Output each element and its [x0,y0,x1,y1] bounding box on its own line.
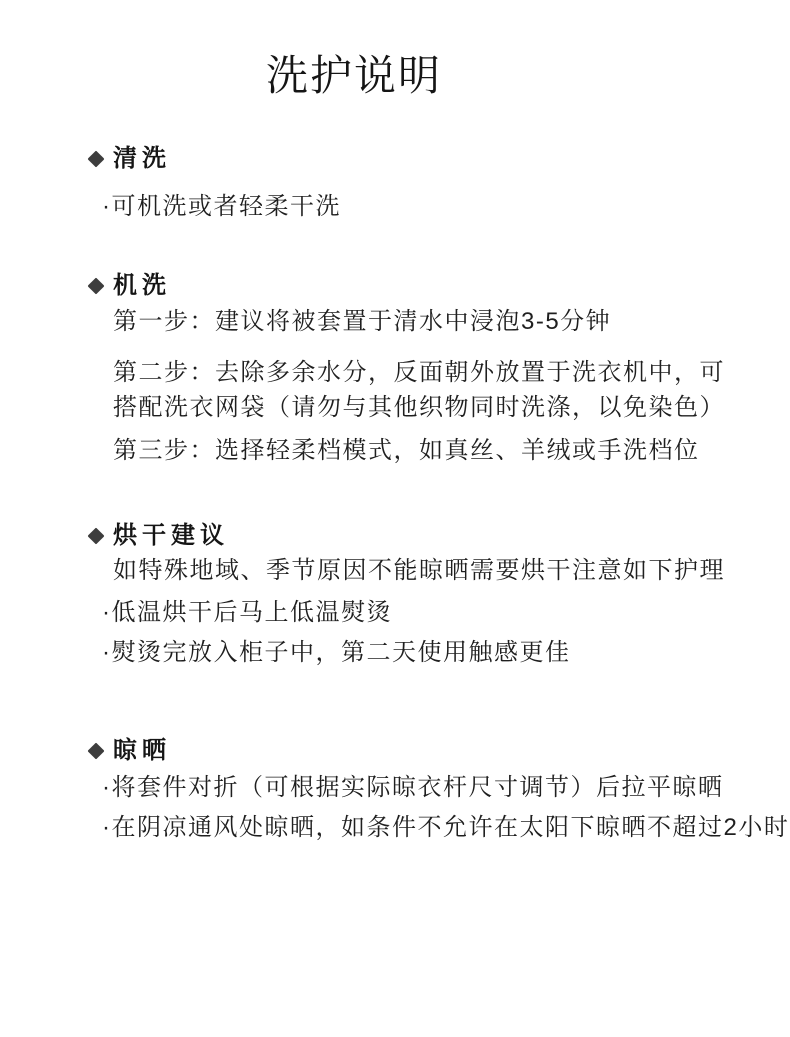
section-heading [0,523,790,549]
section-sun-drying [0,738,790,841]
care-instruction-line: 第三步：选择轻柔档模式，如真丝、羊绒或手洗档位 [113,437,700,464]
section-heading-label: 机洗 [113,272,171,299]
section-heading [0,146,790,172]
section-heading-label: 清洗 [113,145,171,172]
page-title: 洗护说明 [266,52,443,99]
section-heading-label: 晾晒 [113,737,171,764]
section-heading [0,273,790,299]
section-drying-advice [0,523,790,666]
care-instruction-line: ·熨烫完放入柜子中，第二天使用触感更佳 [102,639,571,666]
section-heading [0,738,790,764]
diamond-bullet-icon [88,528,105,545]
diamond-bullet-icon [88,743,105,760]
care-instruction-line: ·可机洗或者轻柔干洗 [102,193,341,220]
section-machine-wash [0,273,790,464]
care-instruction-line: ·将套件对折（可根据实际晾衣杆尺寸调节）后拉平晾晒 [102,774,724,801]
care-instruction-line: 第二步：去除多余水分，反面朝外放置于洗衣机中，可搭配洗衣网袋（请勿与其他织物同时洗涤，以免染色） [113,359,725,421]
section-cleaning [0,146,790,220]
care-instruction-line: 如特殊地域、季节原因不能晾晒需要烘干注意如下护理 [113,557,725,584]
diamond-bullet-icon [88,278,105,295]
care-instruction-line: ·在阴凉通风处晾晒，如条件不允许在太阳下晾晒不超过2小时 [102,814,790,841]
care-instruction-line: ·低温烘干后马上低温熨烫 [102,599,392,626]
section-heading-label: 烘干建议 [113,522,229,549]
care-instruction-line: 第一步：建议将被套置于清水中浸泡3-5分钟 [113,308,612,335]
diamond-bullet-icon [88,151,105,168]
